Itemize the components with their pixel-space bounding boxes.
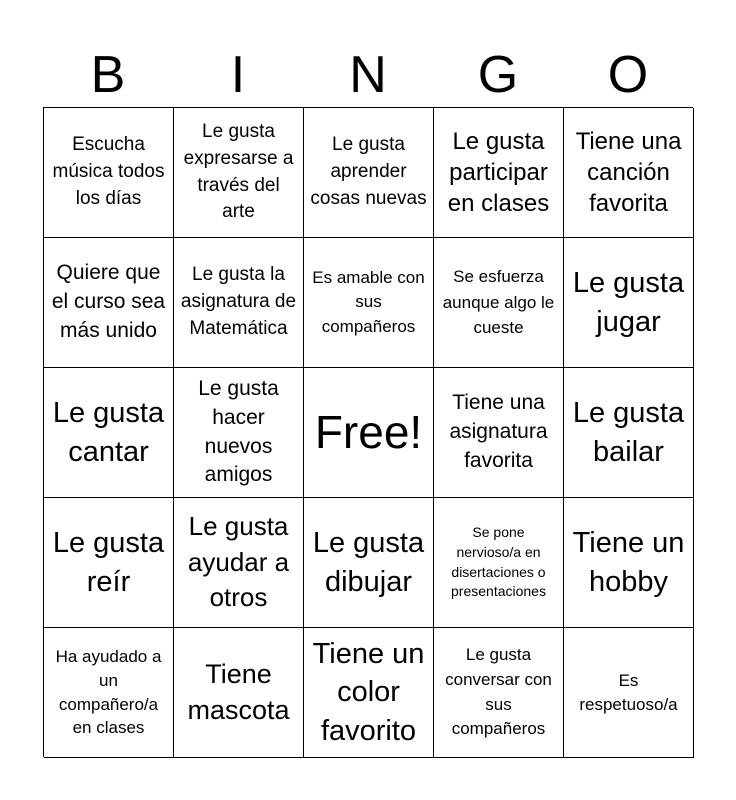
cell-text: Tiene una asignatura favorita: [449, 391, 548, 472]
cell-text: Le gusta dibujar: [312, 526, 425, 598]
bingo-header: [43, 44, 693, 106]
bingo-cell-r4-c4[interactable]: [434, 498, 564, 628]
bingo-cell-r5-c5[interactable]: [564, 628, 694, 758]
free-space-cell[interactable]: [304, 368, 434, 498]
cell-text: Le gusta ayudar a otros: [187, 510, 290, 613]
bingo-cell-r1-c5[interactable]: [564, 108, 694, 238]
bingo-cell-r5-c2[interactable]: [174, 628, 304, 758]
header-letter-o: O: [607, 46, 649, 104]
cell-text: Se esfuerza aunque algo le cueste: [442, 267, 555, 338]
cell-text: Se pone nervioso/a en disertaciones o presentaciones: [451, 524, 546, 600]
bingo-cell-r2-c2[interactable]: [174, 238, 304, 368]
bingo-cell-r2-c3[interactable]: [304, 238, 434, 368]
cell-text: Le gusta cantar: [52, 396, 165, 468]
bingo-board: [43, 107, 693, 757]
bingo-cell-r1-c2[interactable]: [174, 108, 304, 238]
cell-text: Le gusta participar en clases: [447, 127, 550, 218]
cell-text: Le gusta reír: [52, 526, 165, 598]
header-letter-n: N: [349, 46, 387, 104]
bingo-cell-r4-c5[interactable]: [564, 498, 694, 628]
bingo-cell-r5-c1[interactable]: [44, 628, 174, 758]
bingo-cell-r4-c3[interactable]: [304, 498, 434, 628]
bingo-cell-r1-c4[interactable]: [434, 108, 564, 238]
bingo-cell-r2-c5[interactable]: [564, 238, 694, 368]
bingo-cell-r4-c1[interactable]: [44, 498, 174, 628]
cell-text: Le gusta jugar: [572, 266, 685, 338]
header-letter-b: B: [90, 46, 126, 104]
cell-text: Tiene una canción favorita: [575, 127, 682, 218]
bingo-cell-r3-c1[interactable]: [44, 368, 174, 498]
cell-text: Quiere que el curso sea más unido: [51, 261, 166, 342]
bingo-cell-r1-c3[interactable]: [304, 108, 434, 238]
cell-text: Free!: [314, 406, 423, 459]
cell-text: Le gusta bailar: [572, 396, 685, 468]
bingo-cell-r3-c5[interactable]: [564, 368, 694, 498]
header-letter-g: G: [477, 46, 519, 104]
cell-text: Le gusta hacer nuevos amigos: [198, 376, 279, 487]
bingo-cell-r2-c1[interactable]: [44, 238, 174, 368]
bingo-cell-r5-c3[interactable]: [304, 628, 434, 758]
bingo-cell-r5-c4[interactable]: [434, 628, 564, 758]
bingo-cell-r3-c4[interactable]: [434, 368, 564, 498]
cell-text: Tiene un hobby: [572, 526, 685, 598]
header-letter-i: I: [230, 46, 246, 104]
cell-text: Ha ayudado a un compañero/a en clases: [55, 646, 162, 738]
bingo-cell-r3-c2[interactable]: [174, 368, 304, 498]
cell-text: Le gusta la asignatura de Matemática: [180, 264, 297, 339]
bingo-cell-r2-c4[interactable]: [434, 238, 564, 368]
cell-text: Le gusta conversar con sus compañeros: [445, 645, 552, 739]
cell-text: Tiene un color favorito: [312, 637, 425, 747]
cell-text: Es amable con sus compañeros: [312, 267, 425, 336]
cell-text: Es respetuoso/a: [579, 670, 678, 714]
cell-text: Escucha música todos los días: [52, 134, 165, 209]
cell-text: Le gusta aprender cosas nuevas: [310, 134, 427, 209]
bingo-cell-r4-c2[interactable]: [174, 498, 304, 628]
cell-text: Tiene mascota: [187, 658, 290, 725]
cell-text: Le gusta expresarse a través del arte: [183, 120, 294, 223]
bingo-cell-r1-c1[interactable]: [44, 108, 174, 238]
